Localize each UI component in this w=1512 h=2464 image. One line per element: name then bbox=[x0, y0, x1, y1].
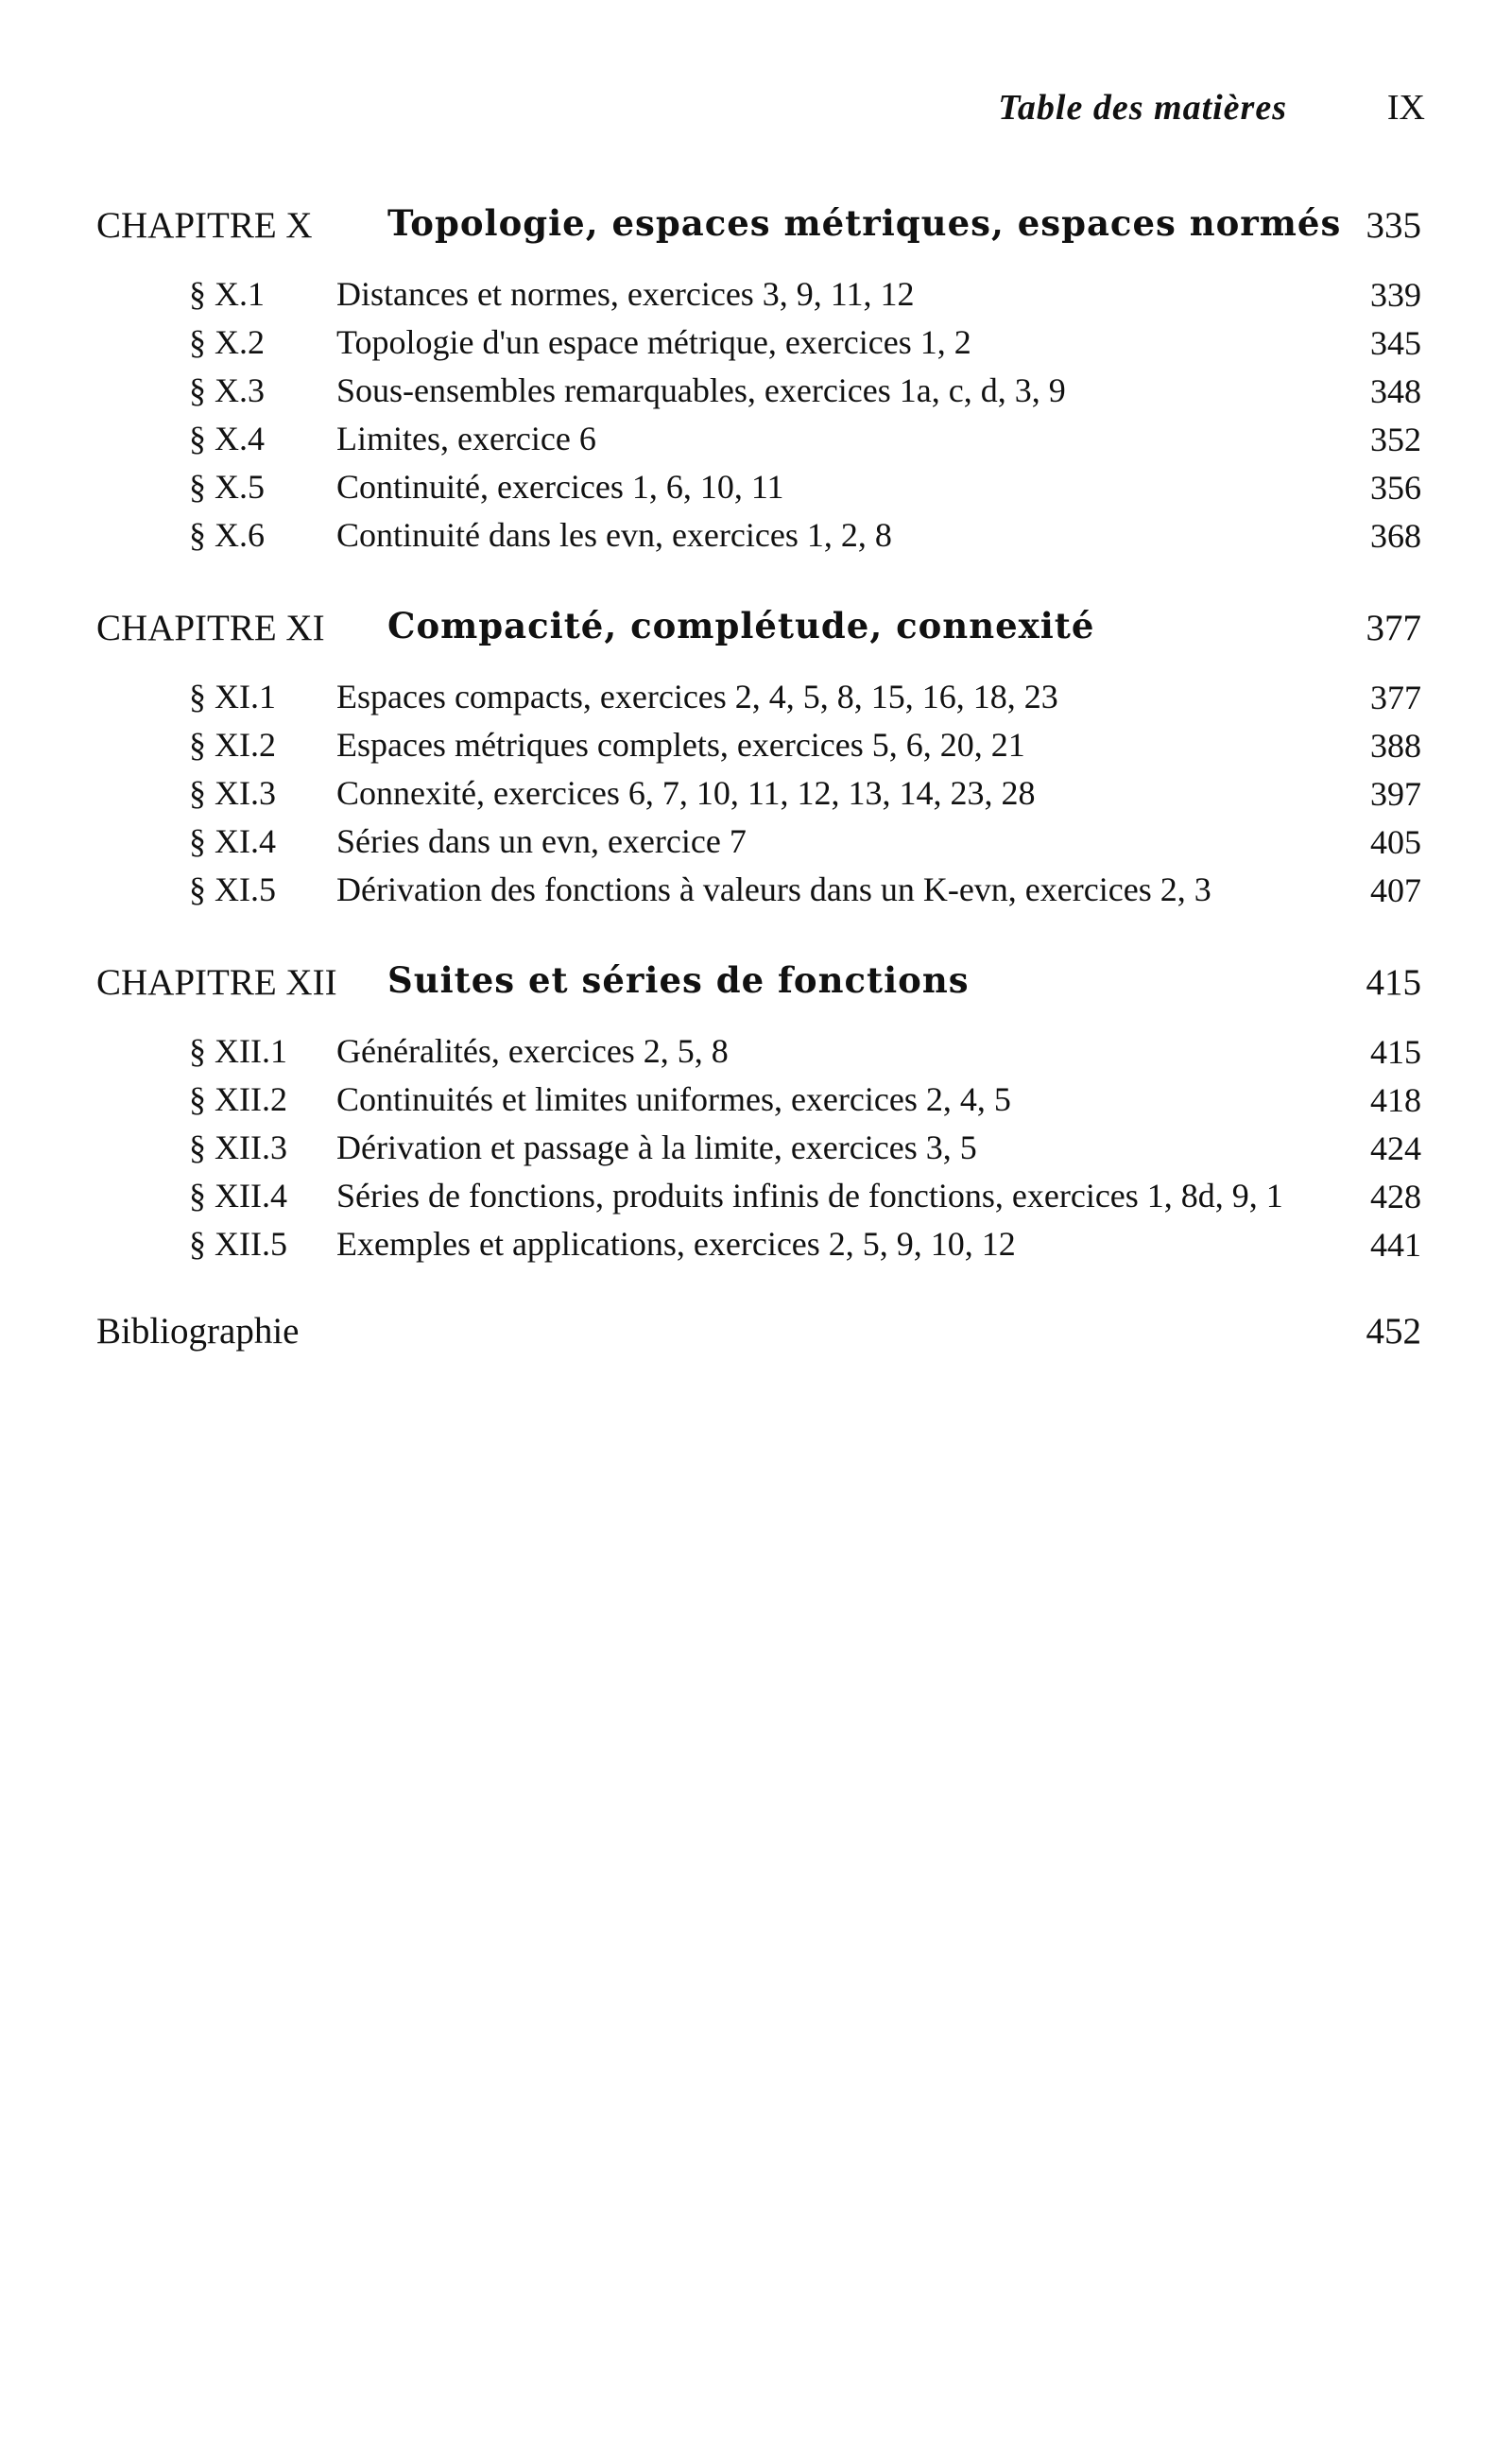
section-entry bbox=[96, 511, 1421, 560]
section-title: Séries dans un evn, exercice 7 bbox=[336, 822, 747, 860]
section-page-number: 405 bbox=[1370, 823, 1421, 861]
section-number: § XI.2 bbox=[189, 726, 276, 764]
section-page-number: 345 bbox=[1370, 324, 1421, 362]
section-page-number: 415 bbox=[1370, 1033, 1421, 1071]
section-number: § X.4 bbox=[189, 420, 265, 457]
section-entry bbox=[96, 463, 1421, 511]
section-title: Continuité dans les evn, exercices 1, 2, 8 bbox=[336, 516, 892, 554]
section-title: Exemples et applications, exercices 2, 5, 9, 10, 12 bbox=[336, 1225, 1016, 1263]
section-entry bbox=[96, 1172, 1421, 1220]
chapter-title: Compacité, complétude, connexité bbox=[387, 605, 1095, 646]
section-title: Connexité, exercices 6, 7, 10, 11, 12, 13, 14, 23, 28 bbox=[336, 774, 1036, 812]
section-number: § XI.3 bbox=[189, 774, 276, 812]
section-entry bbox=[96, 818, 1421, 866]
section-number: § XI.5 bbox=[189, 870, 276, 908]
section-page-number: 428 bbox=[1370, 1178, 1421, 1215]
section-number: § X.2 bbox=[189, 323, 265, 361]
section-entry bbox=[96, 721, 1421, 769]
section-title: Dérivation des fonctions à valeurs dans un K-evn, exercices 2, 3 bbox=[336, 870, 1211, 908]
section-entry bbox=[96, 866, 1421, 914]
section-list bbox=[96, 270, 1421, 560]
section-title: Dérivation et passage à la limite, exercices 3, 5 bbox=[336, 1129, 977, 1166]
section-title: Continuité, exercices 1, 6, 10, 11 bbox=[336, 468, 784, 506]
section-title: Séries de fonctions, produits infinis de fonctions, exercices 1, 8d, 9, 1 bbox=[336, 1177, 1283, 1215]
section-number: § XII.1 bbox=[189, 1032, 287, 1070]
section-page-number: 352 bbox=[1370, 421, 1421, 458]
section-page-number: 418 bbox=[1370, 1081, 1421, 1119]
section-page-number: 348 bbox=[1370, 372, 1421, 410]
section-page-number: 356 bbox=[1370, 469, 1421, 507]
section-entry bbox=[96, 415, 1421, 463]
running-title: Table des matières bbox=[998, 88, 1287, 128]
section-page-number: 339 bbox=[1370, 276, 1421, 314]
section-page-number: 377 bbox=[1370, 679, 1421, 716]
section-page-number: 368 bbox=[1370, 517, 1421, 555]
section-entry bbox=[96, 1124, 1421, 1172]
section-entry bbox=[96, 1027, 1421, 1076]
section-entry bbox=[96, 769, 1421, 818]
section-number: § XII.3 bbox=[189, 1129, 287, 1166]
bibliography-page-number: 452 bbox=[1366, 1311, 1421, 1352]
section-number: § X.3 bbox=[189, 371, 265, 409]
section-number: § XII.5 bbox=[189, 1225, 287, 1263]
section-page-number: 407 bbox=[1370, 871, 1421, 909]
section-entry bbox=[96, 1220, 1421, 1268]
section-title: Topologie d'un espace métrique, exercices 1, 2 bbox=[336, 323, 971, 361]
section-page-number: 388 bbox=[1370, 727, 1421, 765]
section-page-number: 441 bbox=[1370, 1226, 1421, 1264]
section-number: § XII.4 bbox=[189, 1177, 287, 1215]
section-entry bbox=[96, 270, 1421, 319]
section-title: Espaces métriques complets, exercices 5, 6, 20, 21 bbox=[336, 726, 1025, 764]
chapter-title: Suites et séries de fonctions bbox=[387, 959, 970, 1001]
chapter-x bbox=[96, 198, 1421, 560]
section-entry bbox=[96, 673, 1421, 721]
section-title: Continuités et limites uniformes, exercices 2, 4, 5 bbox=[336, 1080, 1011, 1118]
section-entry bbox=[96, 367, 1421, 415]
section-title: Espaces compacts, exercices 2, 4, 5, 8, 15, 16, 18, 23 bbox=[336, 678, 1058, 715]
chapter-xi bbox=[96, 601, 1421, 914]
bibliography-entry bbox=[96, 1310, 1421, 1367]
section-number: § XII.2 bbox=[189, 1080, 287, 1118]
section-entry bbox=[96, 1076, 1421, 1124]
section-number: § XI.1 bbox=[189, 678, 276, 715]
table-of-contents bbox=[96, 198, 1421, 1367]
section-number: § X.5 bbox=[189, 468, 265, 506]
section-number: § XI.4 bbox=[189, 822, 276, 860]
chapter-page-number: 377 bbox=[1366, 608, 1421, 648]
section-title: Sous-ensembles remarquables, exercices 1a, c, d, 3, 9 bbox=[336, 371, 1066, 409]
chapter-heading bbox=[96, 601, 1421, 663]
chapter-label: CHAPITRE XI bbox=[96, 608, 325, 648]
section-title: Distances et normes, exercices 3, 9, 11, 12 bbox=[336, 275, 915, 313]
section-entry bbox=[96, 319, 1421, 367]
section-title: Limites, exercice 6 bbox=[336, 420, 596, 457]
section-number: § X.1 bbox=[189, 275, 265, 313]
section-page-number: 397 bbox=[1370, 775, 1421, 813]
section-list bbox=[96, 673, 1421, 914]
section-title: Généralités, exercices 2, 5, 8 bbox=[336, 1032, 729, 1070]
chapter-title: Topologie, espaces métriques, espaces normés bbox=[387, 202, 1342, 244]
bibliography-label: Bibliographie bbox=[96, 1311, 300, 1352]
chapter-heading bbox=[96, 956, 1421, 1018]
chapter-page-number: 415 bbox=[1366, 962, 1421, 1003]
section-page-number: 424 bbox=[1370, 1129, 1421, 1167]
chapter-page-number: 335 bbox=[1366, 205, 1421, 246]
header-page-number: IX bbox=[1386, 88, 1425, 128]
section-list bbox=[96, 1027, 1421, 1268]
chapter-label: CHAPITRE XII bbox=[96, 962, 337, 1003]
section-number: § X.6 bbox=[189, 516, 265, 554]
chapter-xii bbox=[96, 956, 1421, 1268]
chapter-heading bbox=[96, 198, 1421, 261]
running-header bbox=[0, 87, 1512, 134]
chapter-label: CHAPITRE X bbox=[96, 205, 313, 246]
